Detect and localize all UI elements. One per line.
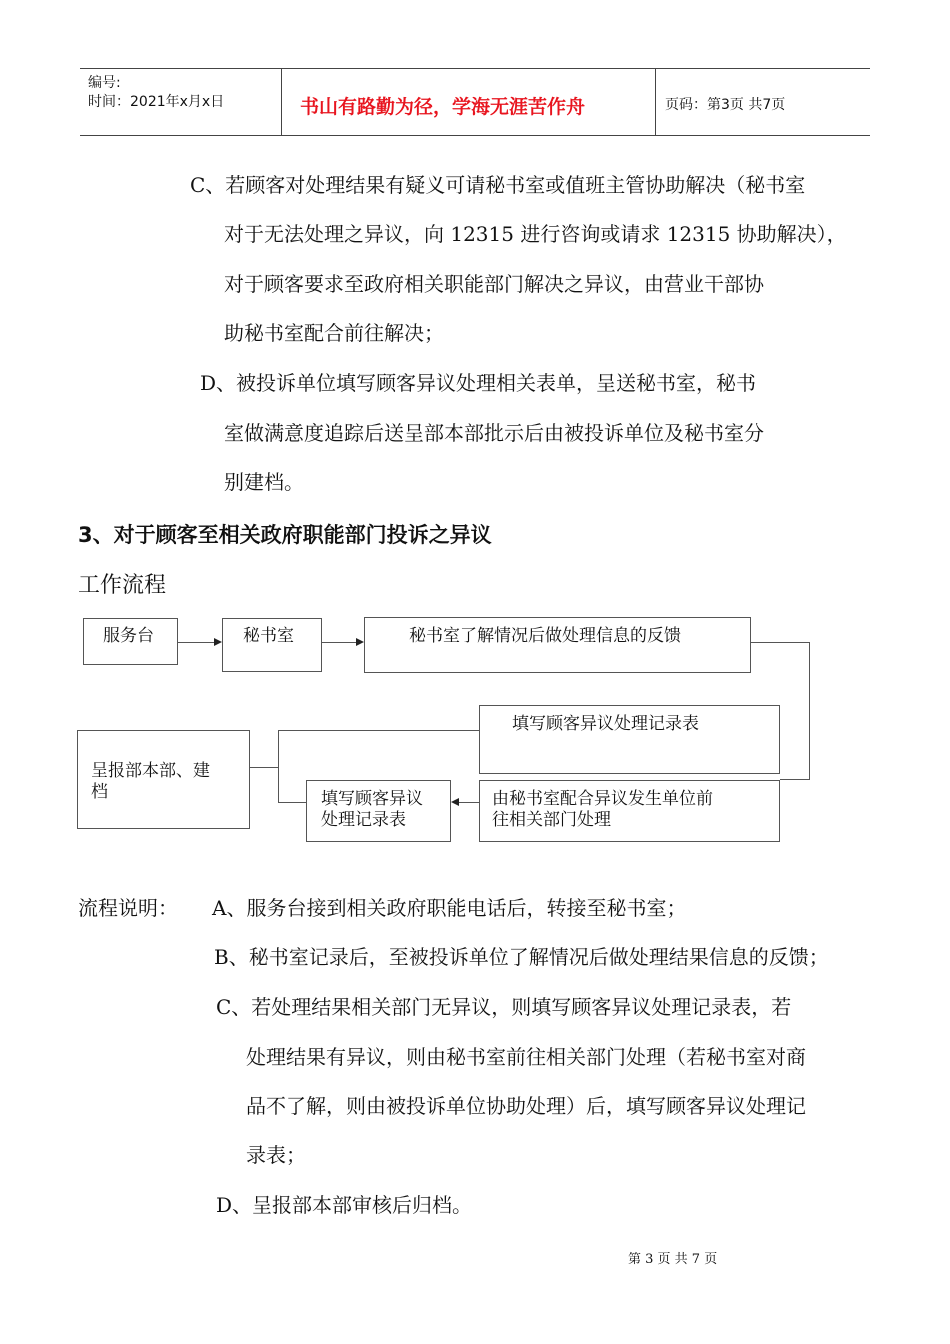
- process-note-c-line2: 处理结果有异议，则由秘书室前往相关部门处理（若秘书室对商: [246, 1045, 806, 1069]
- arrow-desk-to-secretary-head: [214, 638, 222, 646]
- arrow-secretary-to-feedback-head: [356, 638, 364, 646]
- workflow-title: 工作流程: [78, 573, 167, 598]
- process-note-a: A、服务台接到相关政府职能电话后，转接至秘书室；: [212, 896, 687, 920]
- header-time-label: 时间：2021年x月x日: [88, 94, 225, 110]
- flow-box-service-desk-label: 服务台: [103, 626, 154, 646]
- arrow-secretary-to-feedback-line: [322, 642, 356, 643]
- flow-box-report-archive: [77, 730, 250, 829]
- item-d-line2: 室做满意度追踪后送呈部本部批示后由被投诉单位及秘书室分: [224, 421, 764, 445]
- connector-right-bottom: [780, 779, 810, 780]
- item-d-line3: 别建档。: [224, 470, 304, 494]
- item-c-line1: C、若顾客对处理结果有疑义可请秘书室或值班主管协助解决（秘书室: [190, 173, 806, 197]
- flow-box-report-line1: 呈报部本部、建: [91, 761, 210, 781]
- header-top-rule: [80, 68, 870, 69]
- flow-box-secretary: [222, 618, 322, 672]
- arrow-coordinate-to-record-head: [451, 798, 459, 806]
- flow-box-feedback: [364, 617, 751, 673]
- connector-right-vertical: [809, 642, 810, 779]
- header-divider-right: [655, 68, 656, 136]
- header-divider-left: [281, 68, 282, 136]
- connector-feedback-right: [751, 642, 809, 643]
- process-note-d: D、呈报部本部审核后归档。: [216, 1193, 473, 1217]
- header-motto: 书山有路勤为径，学海无涯苦作舟: [300, 96, 586, 118]
- item-d-line1: D、被投诉单位填写顾客异议处理相关表单，呈送秘书室，秘书: [200, 371, 757, 395]
- item-c-line3: 对于顾客要求至政府相关职能部门解决之异议，由营业干部协: [224, 272, 764, 296]
- flow-box-fill-record-left-line2: 处理记录表: [321, 810, 406, 830]
- arrow-desk-to-secretary-line: [178, 642, 214, 643]
- process-note-b: B、秘书室记录后，至被投诉单位了解情况后做处理结果信息的反馈；: [214, 945, 829, 969]
- header-bottom-rule: [80, 135, 870, 136]
- header-number-label: 编号:: [88, 75, 121, 91]
- flow-box-fill-record-right: [479, 705, 780, 774]
- flow-box-feedback-label: 秘书室了解情况后做处理信息的反馈: [409, 626, 681, 646]
- flow-box-report-line2: 档: [91, 782, 108, 802]
- process-note-c-line4: 录表；: [246, 1143, 306, 1167]
- connector-to-record-left: [278, 802, 306, 803]
- flow-box-coordinate-line2: 往相关部门处理: [492, 810, 611, 830]
- process-notes-label: 流程说明：: [78, 896, 178, 920]
- flow-box-service-desk: [83, 618, 178, 665]
- item-c-line4: 助秘书室配合前往解决；: [224, 321, 444, 345]
- section3-heading: 3、对于顾客至相关政府职能部门投诉之异议: [78, 523, 492, 547]
- header-page-info: 页码：第3页 共7页: [665, 97, 786, 113]
- page-footer: 第 3 页 共 7 页: [628, 1252, 718, 1267]
- process-note-c-line1: C、若处理结果相关部门无异议，则填写顾客异议处理记录表，若: [216, 995, 792, 1019]
- flow-box-fill-record-left-line1: 填写顾客异议: [321, 789, 423, 809]
- connector-top-to-record-right: [278, 730, 479, 731]
- flow-box-fill-record-left: [306, 780, 451, 842]
- flow-box-secretary-label: 秘书室: [243, 626, 294, 646]
- connector-report-vertical: [278, 730, 279, 802]
- flow-box-fill-record-right-label: 填写顾客异议处理记录表: [512, 714, 699, 734]
- arrow-coordinate-to-record-line: [459, 802, 479, 803]
- flow-box-coordinate-line1: 由秘书室配合异议发生单位前: [492, 789, 713, 809]
- process-note-c-line3: 品不了解，则由被投诉单位协助处理）后，填写顾客异议处理记: [246, 1094, 806, 1118]
- item-c-line2: 对于无法处理之异议，向 12315 进行咨询或请求 12315 协助解决），: [224, 222, 847, 246]
- connector-report-right: [250, 767, 278, 768]
- flow-box-coordinate: [479, 780, 780, 842]
